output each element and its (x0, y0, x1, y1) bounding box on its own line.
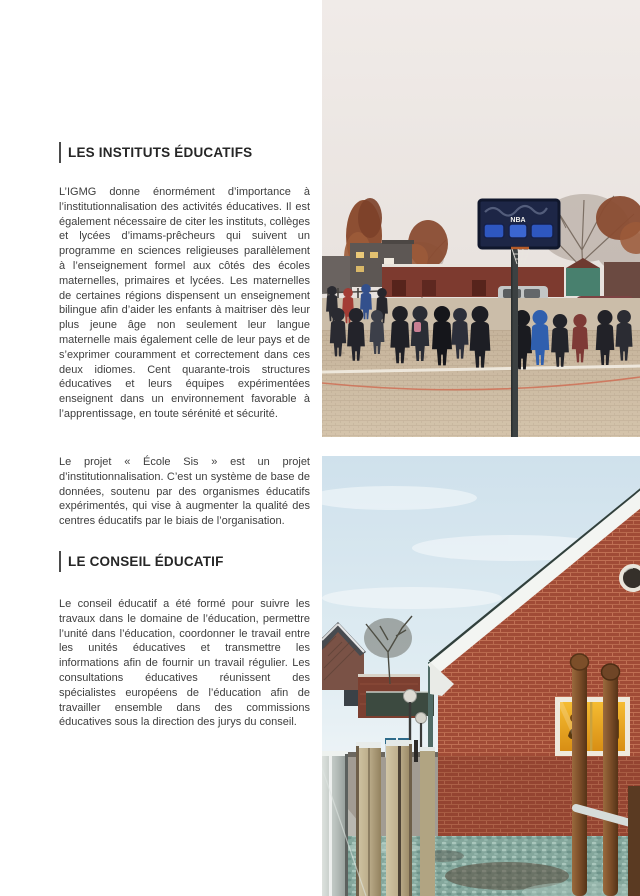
hoop-pole (512, 240, 518, 437)
section-heading-label: LE CONSEIL ÉDUCATIF (68, 554, 224, 569)
lit-window (555, 697, 630, 756)
paragraph-conseil: Le conseil éducatif a été formé pour suivre les travaux dans le domaine de l’éducation, permettre l’unité dans l’éducation, coordonner le travail entre les unités éducatives et transmettre les informations afin de fournir un travail régulier. Les consultations éducatives réunissent des spécialistes européens de l’éducation afin de travailler ensemble dans des commissions éducatives sous la direction des jurys du conseil. (59, 598, 310, 729)
lamp-globe (416, 713, 427, 724)
section-heading-label: LES INSTITUTS ÉDUCATIFS (68, 145, 253, 160)
wooden-post (420, 750, 435, 896)
school-building-photo (322, 456, 640, 896)
school-building-illustration (322, 456, 640, 896)
schoolyard-photo (322, 0, 640, 437)
lamp-globe (404, 690, 417, 703)
text-column (59, 0, 311, 896)
playground-post (572, 662, 587, 896)
hedge (366, 692, 434, 716)
paragraph-instituts-1: L’IGMG donne énormément d’importance à l’institutionnalisation des activités éducatives. Il est également nécessaire de citer les instituts, collèges et lycées d’imams-prêcheurs qui suivent un programme en sciences religieuses parallèlement à l’enseignement formel aux côtés des écoles maternelles, primaires et lycées. Les maternelles de certaines régions dispensent un enseignement bilingue afin d’aider les enfants à maitriser dès leur plus jeune âge non seulement leur langue maternelle mais également celle de leur pays et de s’exprimer couramment et correctement dans ces deux idiomes. Cent quarante-trois structures éducatives et leurs équipes expérimentées enseignent dans un environnement favorable à l’apprentissage, en toute sérénité et sécurité. (59, 186, 310, 420)
section-heading-conseil (59, 551, 311, 572)
porthole-window (621, 566, 640, 590)
section-heading-instituts (59, 142, 311, 163)
paragraph-ecole-sis: Le projet « École Sis » est un projet d’institutionnalisation. C’est un système de base de données, soutenu par des organismes éducatifs expérimentés, qui vise à augmenter la qualité des centres éducatifs par le biais de l’organisation. (59, 456, 310, 528)
playground-post (603, 672, 618, 896)
schoolyard-illustration (322, 0, 640, 437)
backboard-graffiti-text: NBA (510, 217, 526, 224)
playground-post (628, 786, 640, 896)
frosted-post (322, 754, 348, 896)
